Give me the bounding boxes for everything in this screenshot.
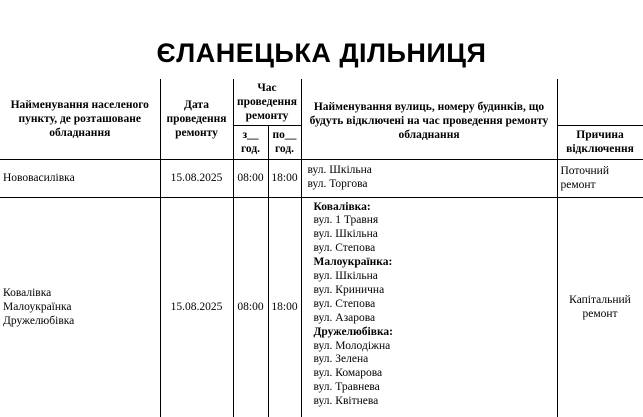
header-time: Час проведення ремонту [233, 79, 301, 125]
settlement-name: Нововасилівка [3, 172, 75, 184]
street-item: вул. Степова [313, 297, 376, 310]
reason-line: ремонт [582, 308, 618, 321]
reason-line: ремонт [560, 179, 596, 191]
street-item: вул. Травнева [313, 381, 380, 394]
header-time-to: по__ год. [268, 125, 301, 159]
table-row [0, 159, 643, 197]
settlement-name: Дружелюбівка [3, 315, 75, 328]
street-item: вул. Комарова [313, 367, 383, 380]
cell-time-to: 18:00 [268, 159, 301, 197]
cell-streets [301, 197, 557, 417]
cell-streets [301, 159, 557, 197]
street-item: вул. 1 Травня [313, 214, 379, 227]
cell-date: 15.08.2025 [160, 159, 233, 197]
schedule-table [0, 79, 643, 417]
street-group-label: Ковалівка: [313, 200, 371, 213]
header-streets: Найменування вулиць, номеру будинків, що будуть відключені на час проведення ремонту обладнання [301, 79, 557, 159]
street-item: вул. Шкільна [313, 228, 378, 241]
street-item: вул. Шкільна [307, 164, 372, 177]
street-item: вул. Молодіжна [313, 339, 391, 352]
cell-time-to: 18:00 [268, 197, 301, 417]
cell-time-from: 08:00 [233, 197, 268, 417]
settlement-name: Малоукраїнка [3, 301, 72, 314]
table-row [0, 197, 643, 417]
page-title: ЄЛАНЕЦЬКА ДІЛЬНИЦЯ [156, 38, 487, 68]
street-item: вул. Зелена [313, 353, 369, 366]
cell-reason [557, 197, 643, 417]
cell-date: 15.08.2025 [160, 197, 233, 417]
street-item: вул. Квітнева [313, 395, 379, 408]
header-settlement: Найменування населеного пункту, де розташоване обладнання [0, 79, 160, 159]
reason-line: Поточний [560, 165, 609, 177]
header-reason: Причина відключення [557, 125, 643, 159]
street-item: вул. Азарова [313, 311, 376, 324]
cell-settlement [0, 197, 160, 417]
street-item: вул. Степова [313, 242, 376, 255]
street-item: вул. Шкільна [313, 270, 378, 283]
settlement-name: Ковалівка [3, 287, 52, 300]
cell-settlement [0, 159, 160, 197]
header-time-from: з__ год. [233, 125, 268, 159]
header-date: Дата проведення ремонту [160, 79, 233, 159]
street-item: вул. Торгова [307, 178, 368, 190]
header-reason-spacer [557, 79, 643, 125]
street-group-label: Дружелюбівка: [313, 325, 393, 338]
street-group-label: Малоукраїнка: [313, 256, 393, 269]
cell-time-from: 08:00 [233, 159, 268, 197]
cell-reason [557, 159, 643, 197]
street-item: вул. Кринична [313, 283, 385, 296]
reason-line: Капітальний [569, 294, 631, 307]
